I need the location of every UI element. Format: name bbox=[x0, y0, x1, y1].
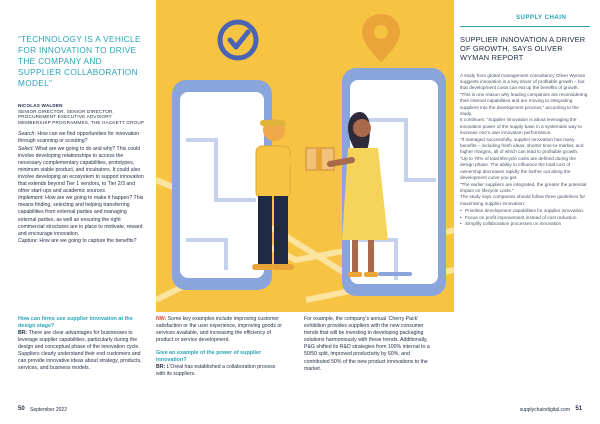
guideline-list bbox=[460, 208, 590, 227]
page-footer bbox=[18, 406, 582, 416]
section-tag: SUPPLY CHAIN bbox=[516, 14, 567, 21]
sidebar-paragraph: A study from global management consultancy Oliver Wyman suggests innovation is a key driver of profitable growth – but that development costs can eat up the benefits of growth. bbox=[460, 72, 586, 91]
bottom-column-1 bbox=[18, 316, 148, 373]
question-heading: How can firms use supplier innovation at the design stage? bbox=[18, 316, 133, 329]
question-heading: Give an example of the power of supplier innovation? bbox=[156, 350, 262, 364]
sidebar-paragraph: “If managed successfully, supplier innovation has many benefits – including fresh ideas, shorter time-to-market, and higher margins, all of which can lead to profitable growth. bbox=[460, 136, 584, 155]
bottom-column-3 bbox=[304, 316, 434, 373]
answer-text: L’Oréal has established a collaboration process with its suppliers. bbox=[156, 364, 276, 378]
answer-text: There are clear advantages for businesses to leverage supplier capabilities, particularly during the design and conceptual phase of the innovation cycle. Suppliers clearly understand their end customers and can provide innovative ideas about strategy, products, services, and business models. bbox=[18, 330, 142, 372]
br-label: BR: bbox=[18, 330, 28, 336]
delivery-illustration bbox=[156, 0, 454, 312]
issue-date: September 2022 bbox=[30, 407, 67, 413]
left-column bbox=[18, 34, 146, 245]
bottom-column-2 bbox=[156, 316, 286, 379]
guideline-item: • Focus on profit improvement instead of cost reduction bbox=[460, 215, 590, 221]
website-link[interactable]: supplychaindigital.com bbox=[519, 407, 570, 413]
sidebar-paragraph: “The earlier suppliers are integrated, the greater the potential impact on lifecycle costs.” bbox=[460, 181, 587, 193]
select-paragraph bbox=[18, 146, 146, 196]
nw-text: Some key examples include improving customer satisfaction or the user experience, improving goods or services available, and increasing the efficiency of product or service development. bbox=[156, 316, 283, 344]
guideline-item: • Simplify collaboration processes on innovation bbox=[460, 221, 590, 227]
search-label: Search bbox=[18, 131, 35, 138]
implement-label: Implement bbox=[18, 195, 43, 202]
page-number-right: 51 bbox=[575, 406, 582, 412]
sidebar-article bbox=[460, 26, 590, 227]
search-text: : How can we find opportunities for innovation through scanning or scouting? bbox=[18, 131, 140, 145]
left-body-text bbox=[18, 131, 146, 245]
answer-paragraph bbox=[156, 364, 286, 378]
pull-quote: “TECHNOLOGY IS A VEHICLE FOR INNOVATION TO DRIVE THE COMPANY AND SUPPLIER COLLABORATION MODEL” bbox=[18, 34, 141, 88]
capture-paragraph bbox=[18, 238, 146, 245]
author-role: SENIOR DIRECTOR, SENIOR DIRECTOR, PROCUREMENT EXECUTIVE ADVISORY MEMBERSHIP PROGRAMMES, THE HACKETT GROUP bbox=[18, 108, 145, 125]
search-paragraph bbox=[18, 131, 146, 145]
sidebar-paragraph: “Up to 70% of total lifecycle costs are defined during the design phase. The ability to influence the total cost of ownership decreases rapidly the further out along the development curve you get. bbox=[460, 155, 576, 181]
body-paragraph: For example, the company’s annual ‘Cherry Pack’ exhibition provides suppliers with the new consumer trends that will be investing in developing packaging solutions harmoniously with these trends. Additionally, P&G shifted its R&D strategies from 100% internal to a 50/50 split, improved productivity by 60%, and contributed 50% of the new product innovations to the market. bbox=[304, 316, 430, 372]
guideline-item: • Prioritise development capabilities for supplier innovation. bbox=[460, 208, 590, 214]
page-number-left: 50 bbox=[18, 406, 25, 412]
sidebar-body bbox=[460, 73, 590, 228]
sidebar-paragraph: The study says companies should follow three guidelines for maximising supplier innovation: bbox=[460, 194, 586, 206]
select-label: Select bbox=[18, 145, 33, 152]
nw-paragraph bbox=[156, 316, 286, 344]
illustration-svg bbox=[156, 0, 454, 312]
nw-label: NW: bbox=[156, 316, 167, 322]
sidebar-title: SUPPLIER INNOVATION A DRIVER OF GROWTH, SAYS OLIVER WYMAN REPORT bbox=[460, 35, 586, 63]
author-name: NICOLAS WALDEN bbox=[18, 103, 63, 108]
author-block bbox=[18, 103, 146, 125]
implement-paragraph bbox=[18, 195, 146, 238]
bottom-columns bbox=[18, 316, 452, 400]
sidebar-paragraph: “This is one reason why leading companies are reconsidering their internal capabilities and are moving to integrating suppliers into the development process,” according to the study. bbox=[460, 91, 588, 117]
sidebar-paragraph: It continues: “Supplier innovation is about leveraging the innovation power of the supply base in a systematic way to increase one’s own innovation performance. bbox=[460, 117, 582, 136]
implement-text: : How are we going to make it happen? This means finding, selecting and helping transferring capabilities from external parties and managing external parties, as well as ensuring the right commercial structures are in place to motivate, reward and encourage innovation. bbox=[18, 195, 144, 237]
select-text: : What are we going to do and why? This could involve developing relationships to access the necessary complementary capabilities, prototypes, minimum viable product, and incubators. It could also involve developing an ecosystem to support innovation that extends beyond Tier 1 vendors, to Tier 2/3 and other start-ups and academic sources. bbox=[18, 145, 144, 195]
capture-text: : How are we going to capture the benefits? bbox=[36, 237, 137, 244]
answer-paragraph bbox=[18, 330, 148, 373]
capture-label: Capture bbox=[18, 237, 37, 244]
title-rule bbox=[460, 26, 590, 27]
br-label: BR: bbox=[156, 364, 166, 371]
